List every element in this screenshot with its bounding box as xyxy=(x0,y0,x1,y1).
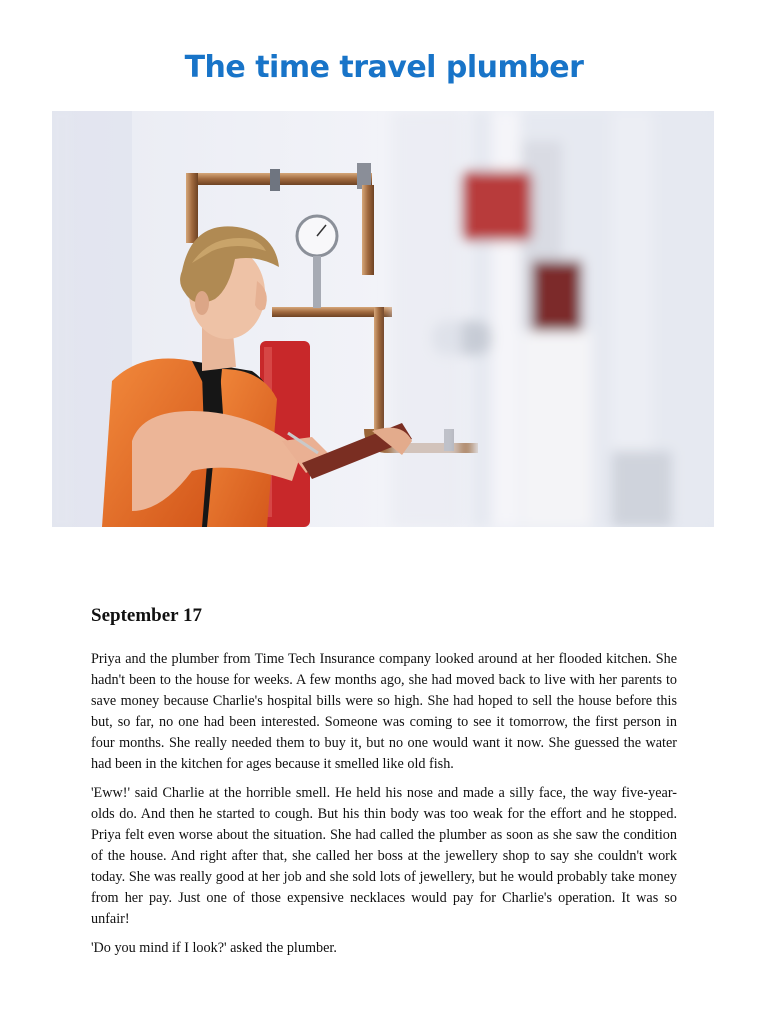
story-body xyxy=(91,649,677,967)
paragraph-2: 'Eww!' said Charlie at the horrible smell. He held his nose and made a silly face, the way five-year-olds do. And then he started to cough. But his thin body was too weak for the effort and he stopped. Priya felt even worse about the situation. She had called the plumber as soon as she saw the condition of the house. And right after that, she called her boss at the jewellery shop to say she couldn't work today. She was really good at her job and she sold lots of jewellery, but he would probably take money from her pay. Just one of those expensive necklaces would pay for Charlie's operation. It was so unfair! xyxy=(91,785,677,927)
paragraph-3: 'Do you mind if I look?' asked the plumber. xyxy=(91,940,337,956)
plumber-photo xyxy=(52,111,714,527)
document-title: The time travel plumber xyxy=(184,50,584,85)
paragraph-1: Priya and the plumber from Time Tech Insurance company looked around at her flooded kitchen. She hadn't been to the house for weeks. A few months ago, she had moved back to live with her parents to save money because Charlie's hospital bills were so high. She had hoped to sell the house before this but, so far, no one had been interested. Someone was coming to see it tomorrow, the first person in four months. She really needed them to buy it, but no one would want it now. She guessed the water had been in the kitchen for ages because it smelled like old fish. xyxy=(91,651,677,772)
date-heading: September 17 xyxy=(91,605,202,626)
